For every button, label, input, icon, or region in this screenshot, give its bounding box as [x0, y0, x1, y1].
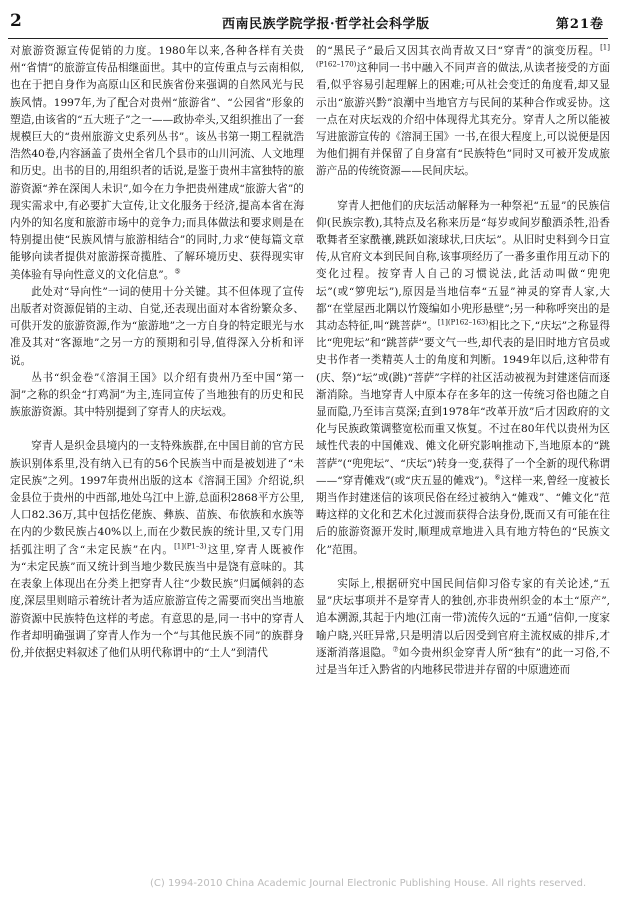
citation-ref: [1](P162–163): [437, 318, 489, 327]
footnote-ref: ⑥: [494, 473, 501, 482]
paragraph: 此处对“导向性”一词的使用十分关键。其不但体现了宣传出版者对资源促销的主动、自觉,还表现出面对本省纷繁众多、可供开发的旅游资源,作为“旅游地”之一方自身的特定眼光与水准及其对“客源地”之另一方的预期和引导,值得深入分析和评说。: [10, 285, 304, 367]
right-column: [316, 43, 610, 893]
paragraph: 穿青人是织金县境内的一支特殊族群,在中国目前的官方民族识别体系里,没有纳入已有的56个民族当中而是被划进了“未定民族”之列。1997年贵州出版的这本《溶洞王国》介绍说,织金县位于贵州的中西部,地处乌江中上游,总面积2868平方公里,人口82.36万,其中包括仡佬族、彝族、苗族、布依族和水族等在内的少数民族占40%以上,而在少数民族的统计里,又专门用括弧注明了含“未定民族”在内。$^{[1](P1-3)}$这里,穿青人既被作为“未定民族”而又统计到当地少数民族当中是饶有意味的。其在表象上体现出在分类上把穿青人往“少数民族”归属倾斜的态度,深层里则暗示着统计者为适应旅游宣传之需要而突出当地旅游资源中民族特色这样的考虑。有意思的是,同一书中的穿青人作者却明确强调了穿青人作为一个“与其他民族不同”的族群身份,并依据史料叙述了他们从明代称谓中的“土人”到清代: [10, 440, 304, 659]
paragraph: 的“黑民子”最后又因其衣尚青故又曰“穿青”的演变历程。$^{[1](P162-170)}$这种同一书中融入不同声音的做法,从读者接受的方面看,似乎容易引起理解上的困难;可从社会变迁的角度看,却又显示出“旅游兴黔”浪潮中当地官方与民间的某种合作或妥协。这一点在对庆坛戏的介绍中体现得尤其充分。穿青人之所以能被写进旅游宣传的《溶洞王国》一书,在很大程度上,可以说便是因为他们拥有并保留了自身富有“民族特色”同时又可被开发成旅游产品的传统资源——民间庆坛。: [316, 43, 610, 178]
footnote-ref: ⑦: [392, 645, 399, 654]
paragraph: 穿青人把他们的庆坛活动解释为一种祭祀“五显”的民族信仰(民族宗教),其特点及名称来历是“每岁或间岁酿酒杀牲,沿香歌舞者至家酰禳,跳跃如滚球状,曰庆坛”。从旧时史料到今日宣传,从官府文本到民间自称,该事项经历了一番多重作用互动下的变化过程。按穿青人自己的习惯说法,此活动叫做“兜兜坛”(或“箩兜坛”),原因是当地信奉“五显”神灵的穿青人家,大都“在堂屋西北隅以竹篾编如小兜形悬壁”;另一种称呼突出的是其动态特征,叫“跳菩萨”。$^{[1](P162-163)}$相比之下,“庆坛”之称显得比“兜兜坛”和“跳菩萨”要文气一些,却代表的是旧时地方官员或史书作者一类精英人士的角度和判断。1949年以后,这种带有(庆、祭)“坛”或(跳)“菩萨”字样的社区活动被视为封建迷信而逐渐消除。当地穿青人中原本存在多年的这一传统习俗也随之自显而隐,乃至讳言莫深;直到1978年“改革开放”后才因政府的文化与民族政策调整宽松而重又恢复。不过在80年代以贵州为区域性代表的中国傩戏、傩文化研究影响推动下,当地原本的“跳菩萨”(“兜兜坛”、“庆坛”)转身一变,获得了一个全新的现代称谓——“穿青傩戏”(或“庆五显的傩戏”)。⑥这样一来,曾经一度被长期当作封建迷信的该项民俗在经过被纳入“傩戏”、“傩文化”范畴这样的文化和艺术化过渡而获得合法身份,既而又有可能在往后的旅游资源开发时,顺理成章地进入具有地方特色的“民族文化”范围。: [316, 199, 610, 556]
copyright-watermark: (C) 1994-2010 China Academic Journal Electronic Publishing House. All rights reserved.: [150, 878, 587, 889]
paragraph: 丛书“织金卷”《溶洞王国》以介绍有贵州乃至中国“第一洞”之称的织金“打鸡洞”为主,连同宣传了当地独有的历史和民族旅游资源。其中特别提到了穿青人的庆坛戏。: [10, 371, 304, 419]
left-column: [10, 43, 304, 893]
running-header: [8, 8, 608, 39]
paragraph: 对旅游资源宣传促销的力度。1980年以来,各种各样有关贵州“省情”的旅游宣传品相继面世。其中的宣传重点与云南相似,也在于把自身作为高原山区和民族省份来强调的自然风光与民族风情。1997年,为了配合对贵州“旅游省”、“公园省”形象的塑造,由该省的“五大班子”之一——政协牵头,又组织推出了一套规模巨大的“贵州旅游文史系列丛书”。该丛书第一期工程就浩浩然40卷,内容涵盖了贵州全省几个县市的山川河流、人文地理和历史。出书的目的,用组织者的话说,是鉴于贵州丰富独特的旅游资源“养在深闺人未识”,如今在力争把贵州建成“旅游大省”的现实需求中,有必要扩大宣传,让文化服务于经济,提高本省在海内外的知名度和旅游市场中的竞争力;而具体做法和要求则是在特别提出使“民族风情与旅游相结合”的同时,力求“使每篇文章能够向读者提供对旅游探奇揽胜、了解环境历史、获得现实审美体验有导向性意义的文化信息”。⑤: [10, 45, 304, 281]
footnote-ref: ⑤: [174, 267, 181, 276]
paragraph: 实际上,根据研究中国民间信仰习俗专家的有关论述,“五显”庆坛事项并不是穿青人的独创,亦非贵州织金的本土“原产”,追本溯源,其起于内地(江南一带)流传久远的“五通”信仰,一度家喻户晓,兴旺异常,只是明清以后因受到官府主流权威的排斥,才逐渐消落退隐。⑦如今贵州织金穿青人所“独有”的此一习俗,不过是当年迁入黔省的内地移民带进并存留的中原遗迹而: [316, 577, 610, 676]
page-number: 2: [10, 11, 22, 31]
journal-title: 西南民族学院学报·哲学社会科学版: [222, 17, 430, 32]
citation-ref: [1](P162–170): [316, 43, 610, 69]
citation-ref: [1](P1–3): [174, 542, 207, 551]
volume-label: 第21卷: [555, 17, 604, 32]
